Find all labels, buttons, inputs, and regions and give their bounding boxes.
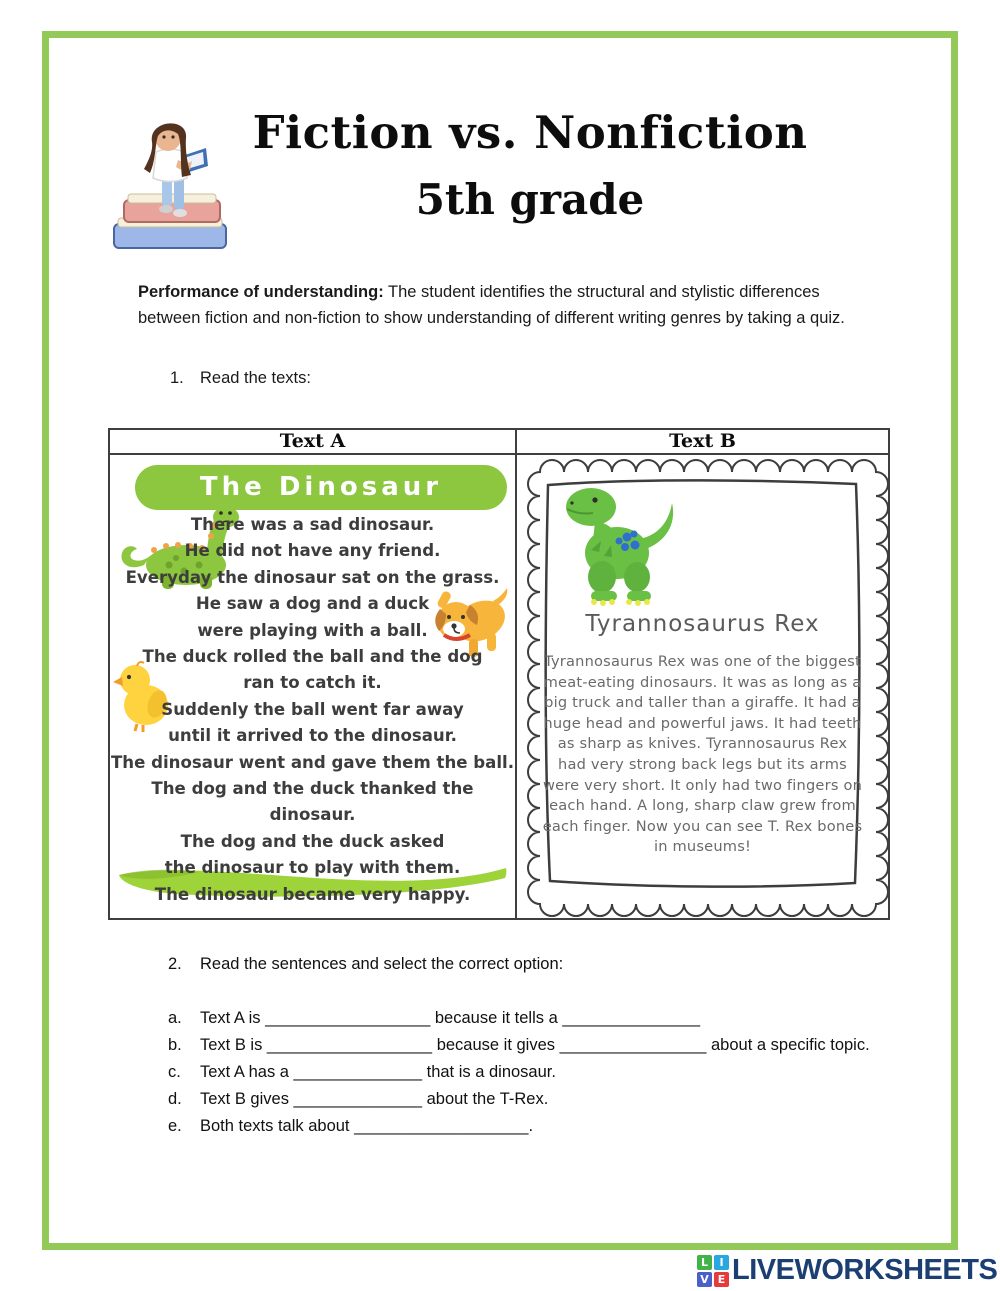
text-b-title: Tyrannosaurus Rex (585, 611, 820, 637)
instruction-1-text: Read the texts: (200, 369, 311, 387)
text-a-story (110, 512, 515, 908)
story-line: The dog and the duck asked (180, 831, 445, 851)
question-2-text: Read the sentences and select the correct option: (200, 955, 564, 973)
story-line: the dinosaur to play with them. (164, 858, 461, 878)
intro-label: Performance of understanding: (138, 283, 384, 301)
story-line: The dog and the duck thanked the dinosaur. (151, 779, 474, 825)
text-a-body (110, 455, 515, 918)
story-line: There was a sad dinosaur. (190, 515, 435, 534)
question-item-b (168, 1032, 874, 1059)
item-letter: e. (168, 1117, 182, 1135)
title-line-1: Fiction vs. Nonfiction (252, 106, 808, 159)
story-line: He saw a dog and a duck (195, 594, 430, 614)
question-item-a (168, 1005, 874, 1032)
question-items (168, 1005, 874, 1140)
item-letter: b. (168, 1036, 182, 1054)
item-text: Text A is __________________ because it tells a _______________ (200, 1009, 701, 1027)
story-line: Everyday the dinosaur sat on the grass. (125, 567, 500, 587)
liveworksheets-logo-icon (697, 1255, 729, 1287)
text-b-header: Text B (517, 430, 888, 455)
texts-table (108, 428, 890, 920)
title-line-2: 5th grade (415, 175, 645, 224)
page-title (230, 106, 830, 224)
question-item-c (168, 1059, 874, 1086)
story-line: The dinosaur became very happy. (154, 884, 471, 904)
story-line: ran to catch it. (243, 673, 382, 693)
question-2-prompt (168, 952, 874, 977)
text-a-header: Text A (110, 430, 515, 455)
story-line: until it arrived to the dinosaur. (168, 726, 457, 746)
brand-name: LIVEWORKSHEETS (732, 1254, 998, 1286)
story-line: Suddenly the ball went far away (161, 699, 464, 719)
logo-letter: E (714, 1272, 729, 1287)
item-letter: a. (168, 1009, 182, 1027)
item-text: Text B gives ______________ about the T-Rex. (200, 1090, 549, 1108)
avatar (100, 108, 240, 263)
text-b-paragraph: Tyrannosaurus Rex was one of the biggest meat-eating dinosaurs. It was as long as a big truck and taller than a giraffe. It had a huge head and powerful jaws. It had teeth as sharp as knives. Tyrannosaurus Rex had very strong back legs but its arms were very short. It only had two fingers on each hand. A long, sharp claw grew from each finger. Now you can see T. Rex bones in museums! (542, 653, 863, 856)
item-text: Text A has a ______________ that is a dinosaur. (200, 1063, 556, 1081)
girl-reading-on-books-icon (100, 108, 240, 258)
logo-letter: V (697, 1272, 712, 1287)
logo-letter: I (714, 1255, 729, 1270)
logo-letter: L (697, 1255, 712, 1270)
question-item-e (168, 1113, 874, 1140)
liveworksheets-brand[interactable] (697, 1254, 997, 1287)
story-line: The duck rolled the ball and the dog (142, 647, 483, 667)
questions-section (168, 952, 874, 1140)
question-2-number: 2. (168, 955, 182, 973)
story-line: The dinosaur went and gave them the ball. (110, 752, 515, 772)
intro-paragraph (138, 280, 846, 331)
text-a-column (110, 430, 517, 918)
intro-text: The student identifies the structural and stylistic differences between fiction and non-fiction to show understanding of different writing genres by taking a quiz. (138, 283, 845, 327)
story-line: He did not have any friend. (184, 541, 441, 561)
text-b-column (517, 430, 888, 918)
item-letter: c. (168, 1063, 181, 1081)
text-a-title-banner: The Dinosaur (135, 465, 507, 510)
item-letter: d. (168, 1090, 182, 1108)
item-text: Text B is __________________ because it gives ________________ about a specific topic. (200, 1036, 870, 1054)
item-text: Both texts talk about ___________________. (200, 1117, 534, 1135)
story-line: were playing with a ball. (197, 620, 428, 640)
text-b-body (517, 455, 888, 918)
instruction-1-number: 1. (170, 369, 184, 387)
question-item-d (168, 1086, 874, 1113)
t-rex-icon (555, 477, 690, 614)
instruction-1 (170, 369, 311, 388)
